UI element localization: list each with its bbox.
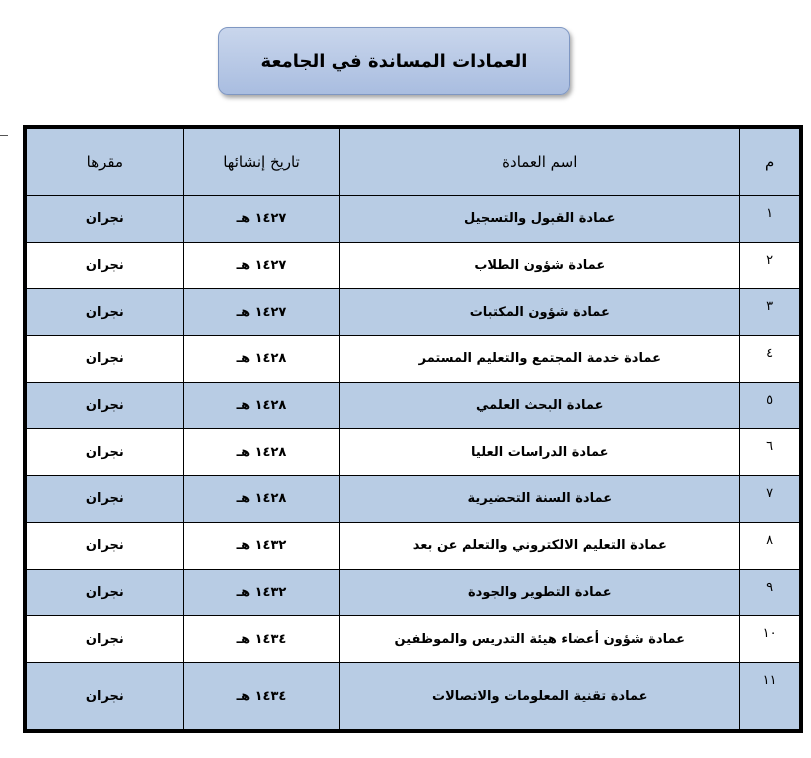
row-name: عمادة شؤون الطلاب xyxy=(340,242,740,289)
row-name: عمادة البحث العلمي xyxy=(340,382,740,429)
row-location: نجران xyxy=(27,336,184,383)
row-name: عمادة السنة التحضيرية xyxy=(340,476,740,523)
row-date: ١٤٣٢ هـ xyxy=(183,522,340,569)
row-num: ٤ xyxy=(740,336,800,383)
header-name: اسم العمادة xyxy=(340,129,740,196)
row-location: نجران xyxy=(27,569,184,616)
row-date: ١٤٣٤ هـ xyxy=(183,616,340,663)
row-num: ٣ xyxy=(740,289,800,336)
row-num: ٢ xyxy=(740,242,800,289)
row-num: ٧ xyxy=(740,476,800,523)
row-name: عمادة التطوير والجودة xyxy=(340,569,740,616)
deanships-table-frame xyxy=(23,125,803,733)
row-location: نجران xyxy=(27,289,184,336)
row-name: عمادة خدمة المجتمع والتعليم المستمر xyxy=(340,336,740,383)
page-title: العمادات المساندة في الجامعة xyxy=(218,27,570,95)
row-location: نجران xyxy=(27,196,184,243)
row-date: ١٤٣٢ هـ xyxy=(183,569,340,616)
row-date: ١٤٢٨ هـ xyxy=(183,382,340,429)
row-location: نجران xyxy=(27,616,184,663)
header-location: مقرها xyxy=(27,129,184,196)
row-name: عمادة التعليم الالكتروني والتعلم عن بعد xyxy=(340,522,740,569)
row-location: نجران xyxy=(27,476,184,523)
row-location: نجران xyxy=(27,382,184,429)
row-name: عمادة تقنية المعلومات والاتصالات xyxy=(340,663,740,730)
row-date: ١٤٣٤ هـ xyxy=(183,663,340,730)
row-date: ١٤٢٧ هـ xyxy=(183,242,340,289)
header-date: تاريخ إنشائها xyxy=(183,129,340,196)
row-name: عمادة شؤون أعضاء هيئة التدريس والموظفين xyxy=(340,616,740,663)
row-date: ١٤٢٨ هـ xyxy=(183,476,340,523)
row-name: عمادة القبول والتسجيل xyxy=(340,196,740,243)
row-location: نجران xyxy=(27,429,184,476)
table-header-row xyxy=(27,129,800,196)
row-name: عمادة شؤون المكتبات xyxy=(340,289,740,336)
row-date: ١٤٢٧ هـ xyxy=(183,289,340,336)
row-num: ٥ xyxy=(740,382,800,429)
row-date: ١٤٢٧ هـ xyxy=(183,196,340,243)
row-num: ٨ xyxy=(740,522,800,569)
row-location: نجران xyxy=(27,242,184,289)
row-num: ١ xyxy=(740,196,800,243)
row-location: نجران xyxy=(27,522,184,569)
row-date: ١٤٢٨ هـ xyxy=(183,336,340,383)
margin-mark xyxy=(0,135,8,136)
row-name: عمادة الدراسات العليا xyxy=(340,429,740,476)
deanships-table xyxy=(26,128,800,730)
row-location: نجران xyxy=(27,663,184,730)
row-num: ٩ xyxy=(740,569,800,616)
row-num: ١٠ xyxy=(740,616,800,663)
row-date: ١٤٢٨ هـ xyxy=(183,429,340,476)
row-num: ١١ xyxy=(740,663,800,730)
row-num: ٦ xyxy=(740,429,800,476)
header-num: م xyxy=(740,129,800,196)
table-body xyxy=(27,196,800,730)
